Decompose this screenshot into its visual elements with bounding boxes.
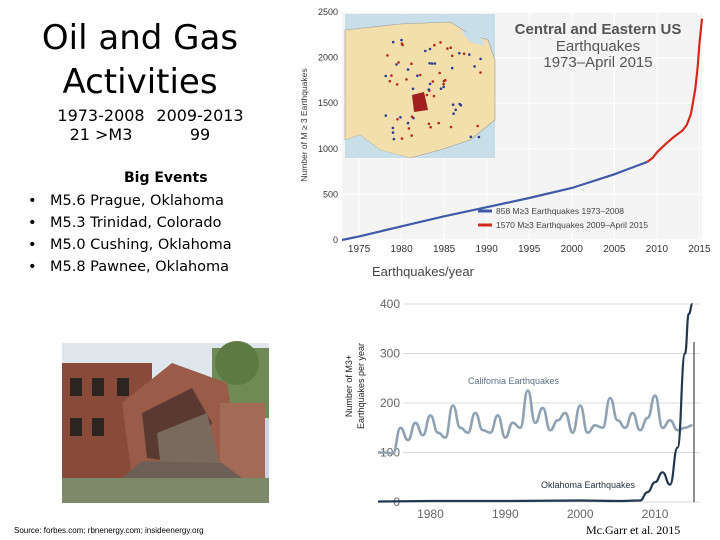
chart1-y-tick-label: 500 <box>322 189 338 200</box>
map-epicenter-dot <box>424 50 427 53</box>
map-epicenter-dot <box>407 122 410 125</box>
chart1-y-axis-label: Number of M ≥ 3 Earthquakes <box>299 68 309 182</box>
series-california-line <box>378 391 693 454</box>
map-epicenter-dot <box>408 127 411 130</box>
map-epicenter-dot <box>452 112 455 115</box>
map-epicenter-dot <box>442 83 445 86</box>
map-epicenter-dot <box>385 114 388 117</box>
chart1-title-line3: 1973–April 2015 <box>543 54 653 71</box>
title-line-1: Oil and Gas <box>41 18 239 58</box>
map-epicenter-dot <box>431 62 434 65</box>
map-epicenter-dot <box>429 126 432 129</box>
map-epicenter-dot <box>396 83 399 86</box>
chart1-x-tick-label: 2010 <box>645 244 669 255</box>
legend-label-blue: 858 M≥3 Earthquakes 1973–2008 <box>496 206 625 216</box>
map-epicenter-dot <box>444 79 447 82</box>
map-epicenter-dot <box>419 74 422 77</box>
bullet-icon: • <box>28 193 37 209</box>
map-epicenter-dot <box>432 80 435 83</box>
slide-title <box>30 16 250 104</box>
chart1-y-tick-label: 2000 <box>317 52 338 63</box>
map-epicenter-dot <box>468 53 471 56</box>
chart2-y-tick-label: 100 <box>379 445 400 460</box>
chart1-title-line1: Central and Eastern US <box>514 21 682 38</box>
chart1-y-tick-label: 0 <box>332 235 338 245</box>
chart1-x-tick-label: 2000 <box>560 244 583 255</box>
map-epicenter-dot <box>479 71 482 74</box>
map-epicenter-dot <box>439 41 442 44</box>
earthquakes-per-year-chart <box>340 260 715 522</box>
map-epicenter-dot <box>428 123 431 126</box>
bullet-icon: • <box>28 259 37 275</box>
map-epicenter-dot <box>410 62 413 65</box>
chart2-x-tick-label: 1990 <box>491 507 519 521</box>
map-epicenter-dot <box>440 87 443 90</box>
period-1 <box>46 106 156 144</box>
map-epicenter-dot <box>396 118 399 121</box>
period-2-label: 2009-2013 <box>156 106 244 125</box>
map-epicenter-dot <box>433 44 436 47</box>
chart2-x-tick-label: 2010 <box>641 507 669 521</box>
chart1-x-tick-label: 1990 <box>475 244 498 255</box>
map-epicenter-dot <box>437 122 440 125</box>
chart1-x-tick-label: 2015 <box>688 244 711 255</box>
map-epicenter-dot <box>399 116 402 119</box>
map-epicenter-dot <box>389 80 392 83</box>
chart2-y-label-line1: Number of M3+ <box>344 354 354 418</box>
map-epicenter-dot <box>442 86 445 89</box>
bullet-icon: • <box>28 237 37 253</box>
map-epicenter-dot <box>470 136 473 139</box>
map-epicenter-dot <box>429 48 432 51</box>
damaged-building-photo <box>62 343 269 503</box>
event-item <box>28 234 232 256</box>
map-epicenter-dot <box>401 137 404 140</box>
map-epicenter-dot <box>476 125 479 128</box>
map-epicenter-dot <box>433 95 436 98</box>
chart1-x-tick-label: 1985 <box>433 244 456 255</box>
map-epicenter-dot <box>400 39 403 42</box>
bullet-icon: • <box>28 215 37 231</box>
map-epicenter-dot <box>454 109 457 112</box>
map-epicenter-dot <box>392 127 395 130</box>
map-epicenter-dot <box>397 61 400 64</box>
map-epicenter-dot <box>426 94 429 97</box>
map-epicenter-dot <box>395 63 398 66</box>
big-events-heading: Big Events <box>124 170 208 186</box>
map-epicenter-dot <box>392 131 395 134</box>
chart1-x-tick-label: 1980 <box>390 244 413 255</box>
event-text: M5.0 Cushing, Oklahoma <box>50 237 232 253</box>
map-epicenter-dot <box>449 46 452 49</box>
event-item <box>28 190 232 212</box>
chart2-x-tick-label: 2000 <box>566 507 594 521</box>
map-epicenter-dot <box>434 62 437 65</box>
map-epicenter-dot <box>410 134 413 137</box>
map-epicenter-dot <box>412 88 415 91</box>
period-1-label: 1973-2008 <box>57 106 145 125</box>
chart2-title: Earthquakes/year <box>372 264 474 279</box>
map-epicenter-dot <box>428 62 431 65</box>
chart2-y-label-line2: Earthquakes per year <box>356 342 366 430</box>
map-epicenter-dot <box>450 126 453 129</box>
map-epicenter-dot <box>451 67 454 70</box>
map-epicenter-dot <box>401 42 404 45</box>
map-epicenter-dot <box>458 52 461 55</box>
chart1-x-ticks <box>348 244 711 255</box>
events-list <box>28 190 232 278</box>
event-text: M5.6 Prague, Oklahoma <box>50 193 224 209</box>
map-epicenter-dot <box>392 41 395 44</box>
period-1-value: 21 >M3 <box>69 125 133 144</box>
chart1-x-tick-label: 2005 <box>603 244 626 255</box>
source-note: Source: forbes.com; rbnenergy.com; insideenergy.org <box>14 526 204 535</box>
chart1-y-tick-label: 1500 <box>317 98 338 109</box>
california-series-label: California Earthquakes <box>468 376 560 386</box>
map-epicenter-dot <box>429 83 432 86</box>
chart1-title-line2: Earthquakes <box>555 38 641 55</box>
legend-label-red: 1570 M≥3 Earthquakes 2009–April 2015 <box>496 220 649 230</box>
chart1-y-tick-label: 2500 <box>317 7 338 17</box>
chart2-y-tick-label: 400 <box>379 297 400 311</box>
chart2-x-tick-label: 1980 <box>417 507 444 521</box>
chart2-x-ticks <box>417 507 669 521</box>
chart1-x-tick-label: 1975 <box>347 244 371 255</box>
chart1-y-tick-label: 1000 <box>317 143 338 154</box>
map-epicenter-dot <box>407 68 410 71</box>
cumulative-earthquakes-chart <box>298 2 711 258</box>
map-epicenter-dot <box>393 138 396 141</box>
chart1-x-tick-label: 1995 <box>518 244 541 255</box>
chart2-y-ticks <box>380 297 400 509</box>
chart2-gridlines <box>403 304 700 502</box>
oklahoma-series-label: Oklahoma Earthquakes <box>541 480 636 490</box>
map-epicenter-dot <box>411 115 414 118</box>
event-item <box>28 256 232 278</box>
map-epicenter-dot <box>463 52 466 55</box>
map-epicenter-dot <box>384 75 387 78</box>
map-epicenter-dot <box>473 65 476 68</box>
chart2-y-tick-label: 300 <box>379 346 400 361</box>
map-epicenter-dot <box>428 88 431 91</box>
map-epicenter-dot <box>405 78 408 81</box>
map-epicenter-dot <box>479 58 482 61</box>
credit-note: Mc.Garr et al. 2015 <box>586 523 681 537</box>
map-epicenter-dot <box>451 55 454 58</box>
chart2-y-tick-label: 200 <box>379 396 400 410</box>
map-epicenter-dot <box>452 103 455 106</box>
event-text: M5.3 Trinidad, Colorado <box>50 215 222 231</box>
map-epicenter-dot <box>478 136 481 139</box>
event-item <box>28 212 232 234</box>
period-2-value: 99 <box>189 125 211 144</box>
chart2-y-tick-label: 0 <box>393 495 400 509</box>
map-epicenter-dot <box>386 54 389 57</box>
title-line-2: Activities <box>62 62 218 102</box>
period-2 <box>150 106 250 144</box>
map-epicenter-dot <box>416 74 419 77</box>
map-epicenter-dot <box>458 103 461 106</box>
us-map-inset <box>345 14 495 158</box>
event-text: M5.8 Pawnee, Oklahoma <box>50 259 230 275</box>
map-epicenter-dot <box>438 72 441 75</box>
map-epicenter-dot <box>446 47 449 50</box>
map-epicenter-dot <box>390 74 393 77</box>
